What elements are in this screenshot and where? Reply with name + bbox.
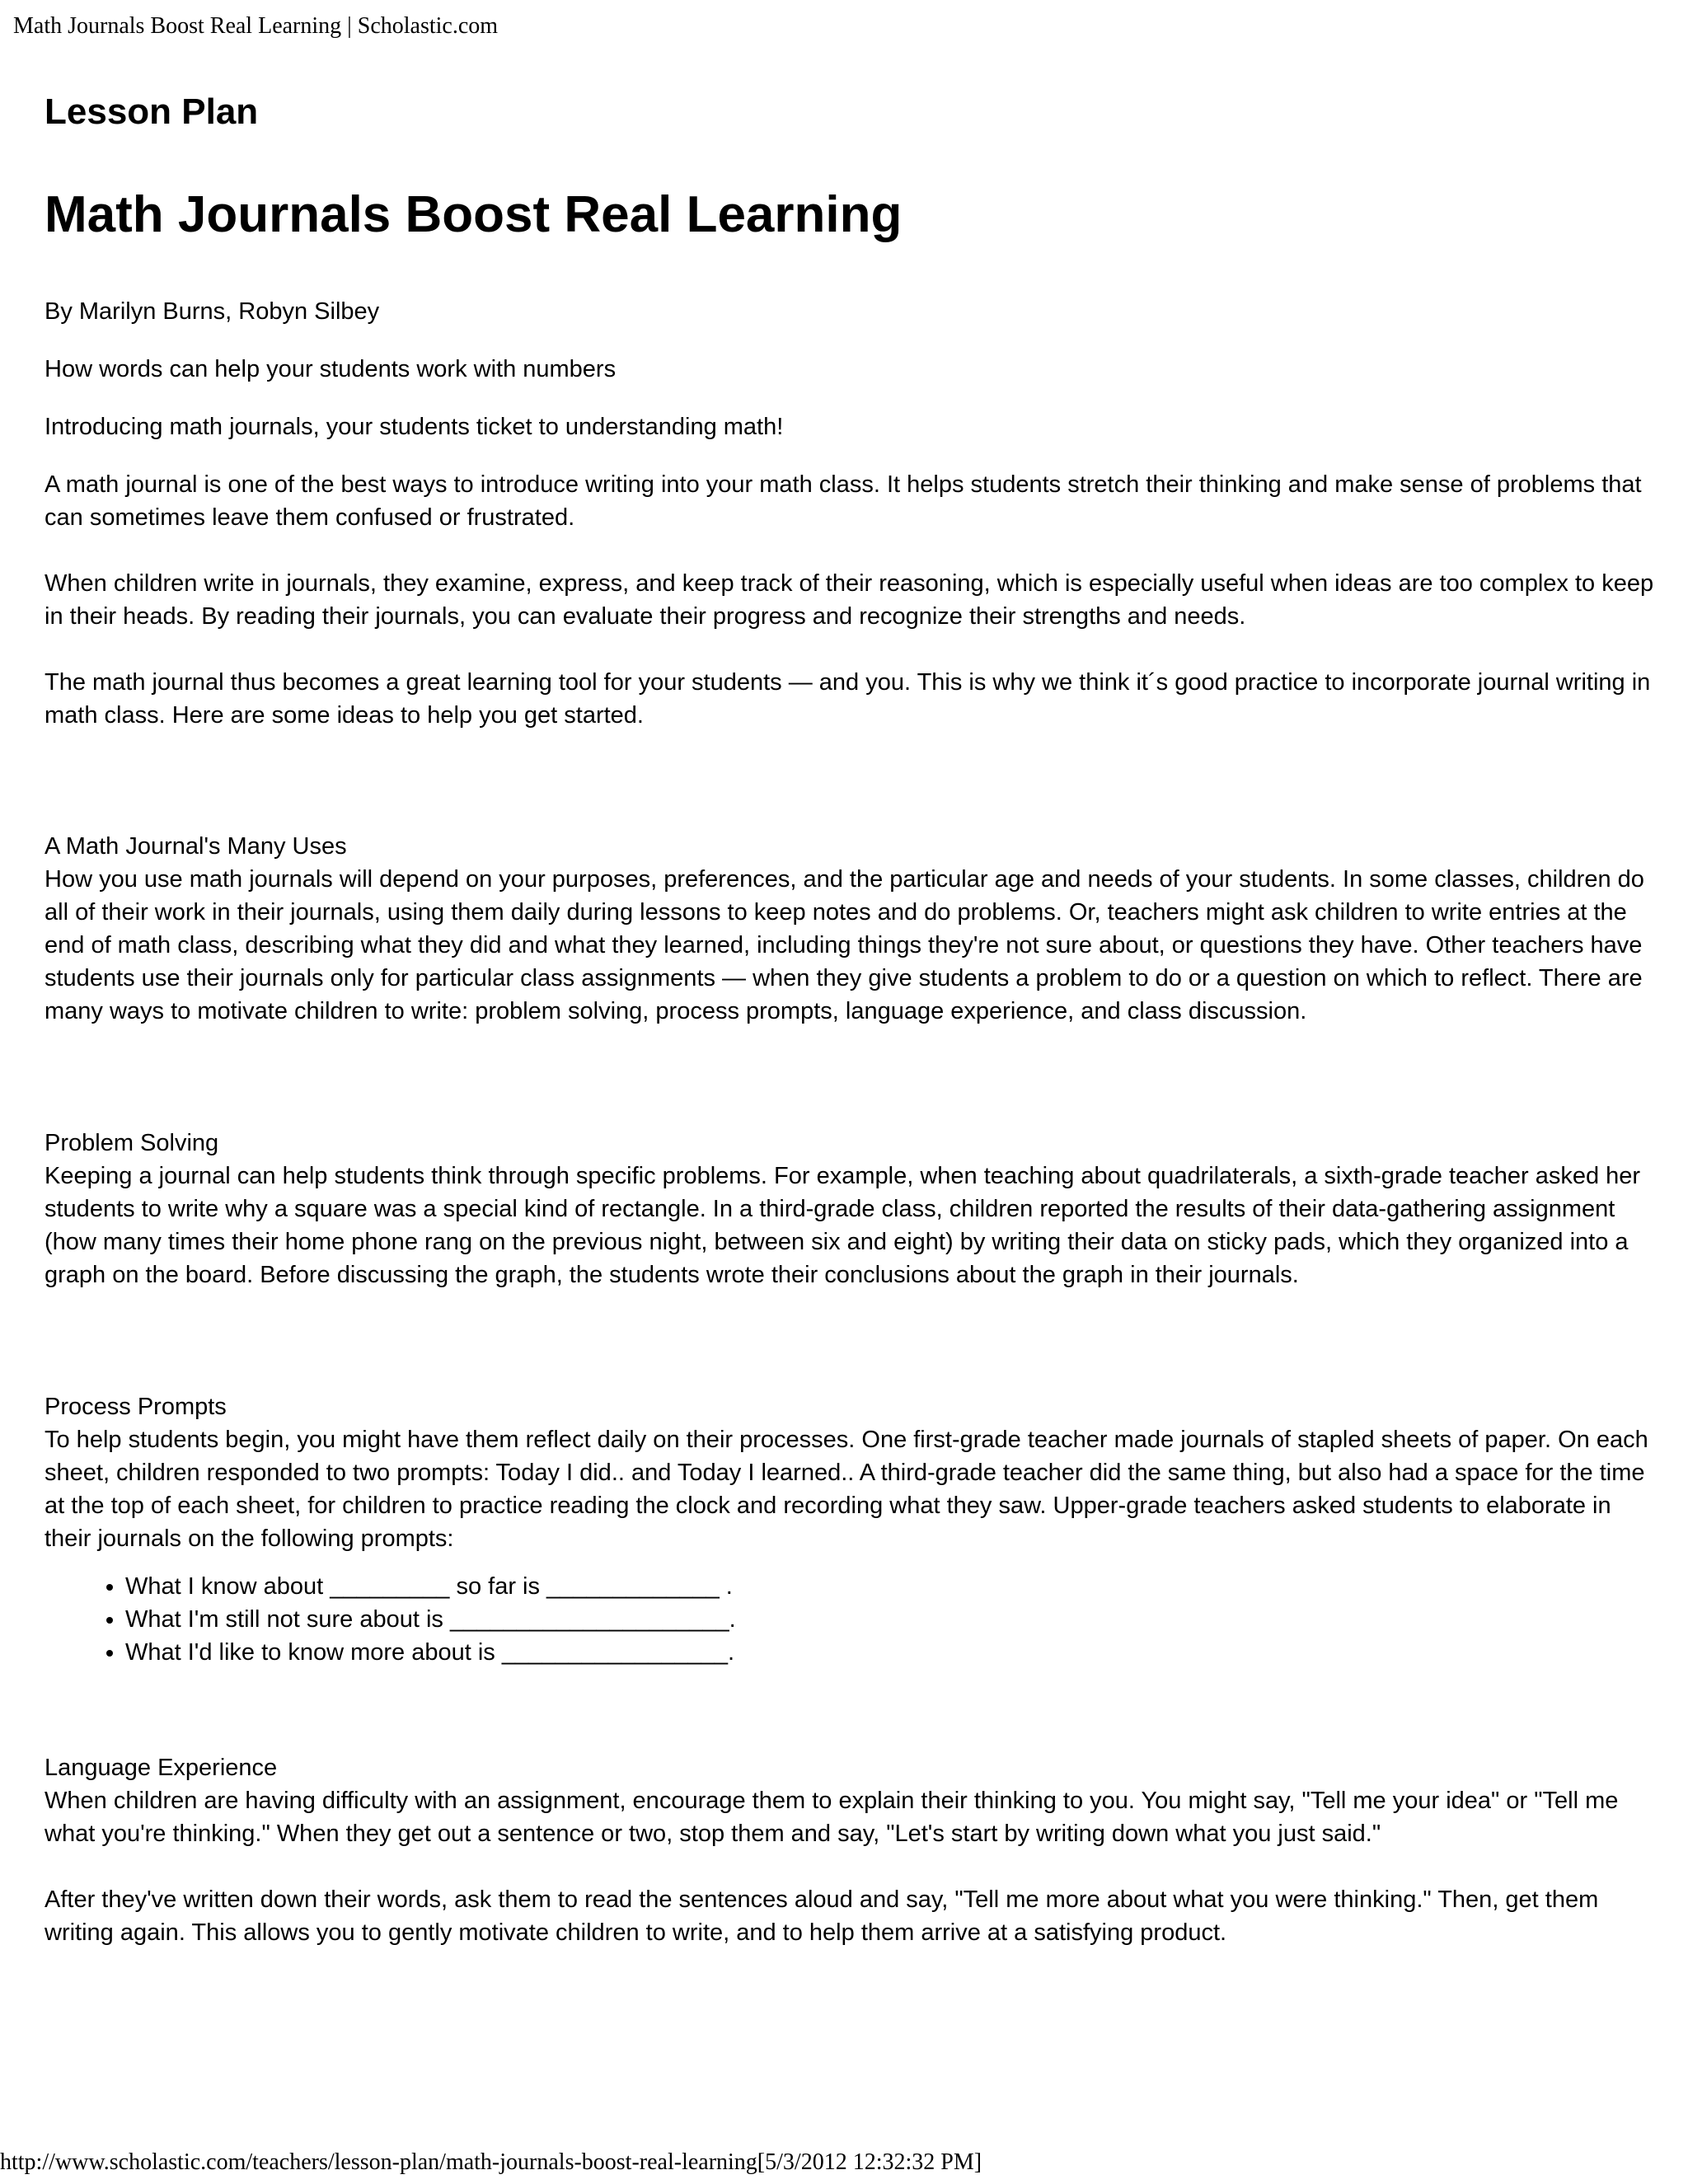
section-paragraph: To help students begin, you might have them reflect daily on their processes. One first-grade teacher made journals of stapled sheets of paper. On each sheet, children responded to two prompts: Today I did.. and Today I learned.. A third-grade teacher did the same thing, but also had a space for the time at the top of each sheet, for children to practice reading the clock and recording what they saw. Upper-grade teachers asked students to elaborate in their journals on the following prompts:: [45, 1427, 1648, 1552]
intro: Introducing math journals, your students ticket to understanding math!: [45, 414, 784, 440]
article-body: [45, 295, 1656, 1949]
section-heading: Language Experience: [45, 1755, 278, 1781]
article-title: Math Journals Boost Real Learning: [45, 186, 903, 243]
print-footer: http://www.scholastic.com/teachers/lesson-plan/math-journals-boost-real-learning[5/3/2012 12:32:32 PM]: [0, 2149, 982, 2175]
paragraph: The math journal thus becomes a great learning tool for your students — and you. This is why we think it´s good practice to incorporate journal writing in math class. Here are some ideas to help you get started.: [45, 669, 1651, 729]
paragraph: A math journal is one of the best ways to introduce writing into your math class. It helps students stretch their thinking and make sense of problems that can sometimes leave them confused or frustrated.: [45, 471, 1642, 531]
paragraph: When children write in journals, they examine, express, and keep track of their reasoning, which is especially useful when ideas are too complex to keep in their heads. By reading their journals, you can evaluate their progress and recognize their strengths and needs.: [45, 570, 1654, 630]
dek: How words can help your students work with numbers: [45, 356, 617, 382]
prompt-list-item: • What I know about _________ so far is _____________ .: [125, 1570, 1656, 1603]
section-paragraph: How you use math journals will depend on your purposes, preferences, and the particular age and needs of your students. In some classes, children do all of their work in their journals, using them daily during lessons to keep notes and do problems. Or, teachers might ask children to write entries at the end of math class, describing what they did and what they learned, including things they're not sure about, or questions they have. Other teachers have students use their journals only for particular class assignments — when they give students a problem to do or a question on which to reflect. There are many ways to motivate children to write: problem solving, process prompts, language experience, and class discussion.: [45, 866, 1644, 1024]
section-paragraph: When children are having difficulty with an assignment, encourage them to explain their thinking to you. You might say, "Tell me your idea" or "Tell me what you're thinking." When they get out a sentence or two, stop them and say, "Let's start by writing down what you just said.": [45, 1788, 1619, 1847]
print-header: Math Journals Boost Real Learning | Scholastic.com: [13, 13, 499, 39]
section-paragraph: Keeping a journal can help students think through specific problems. For example, when teaching about quadrilaterals, a sixth-grade teacher asked her students to write why a square was a special kind of rectangle. In a third-grade class, children reported the results of their data-gathering assignment (how many times their home phone rang on the previous night, between six and eight) by writing their data on sticky pads, which they organized into a graph on the board. Before discussing the graph, the students wrote their conclusions about the graph in their journals.: [45, 1163, 1641, 1288]
article-label: Lesson Plan: [45, 91, 259, 132]
section-heading: Process Prompts: [45, 1394, 227, 1420]
byline: By Marilyn Burns, Robyn Silbey: [45, 298, 380, 325]
section-paragraph: After they've written down their words, ask them to read the sentences aloud and say, "Tell me more about what you were thinking." Then, get them writing again. This allows you to gently motivate children to write, and to help them arrive at a satisfying product.: [45, 1886, 1599, 1946]
prompt-list-item: • What I'd like to know more about is _________________.: [125, 1636, 1656, 1669]
section-heading: A Math Journal's Many Uses: [45, 833, 347, 860]
prompt-list-item: • What I'm still not sure about is _____________________.: [125, 1603, 1656, 1636]
prompt-list: [45, 1570, 1656, 1669]
section-heading: Problem Solving: [45, 1130, 219, 1156]
